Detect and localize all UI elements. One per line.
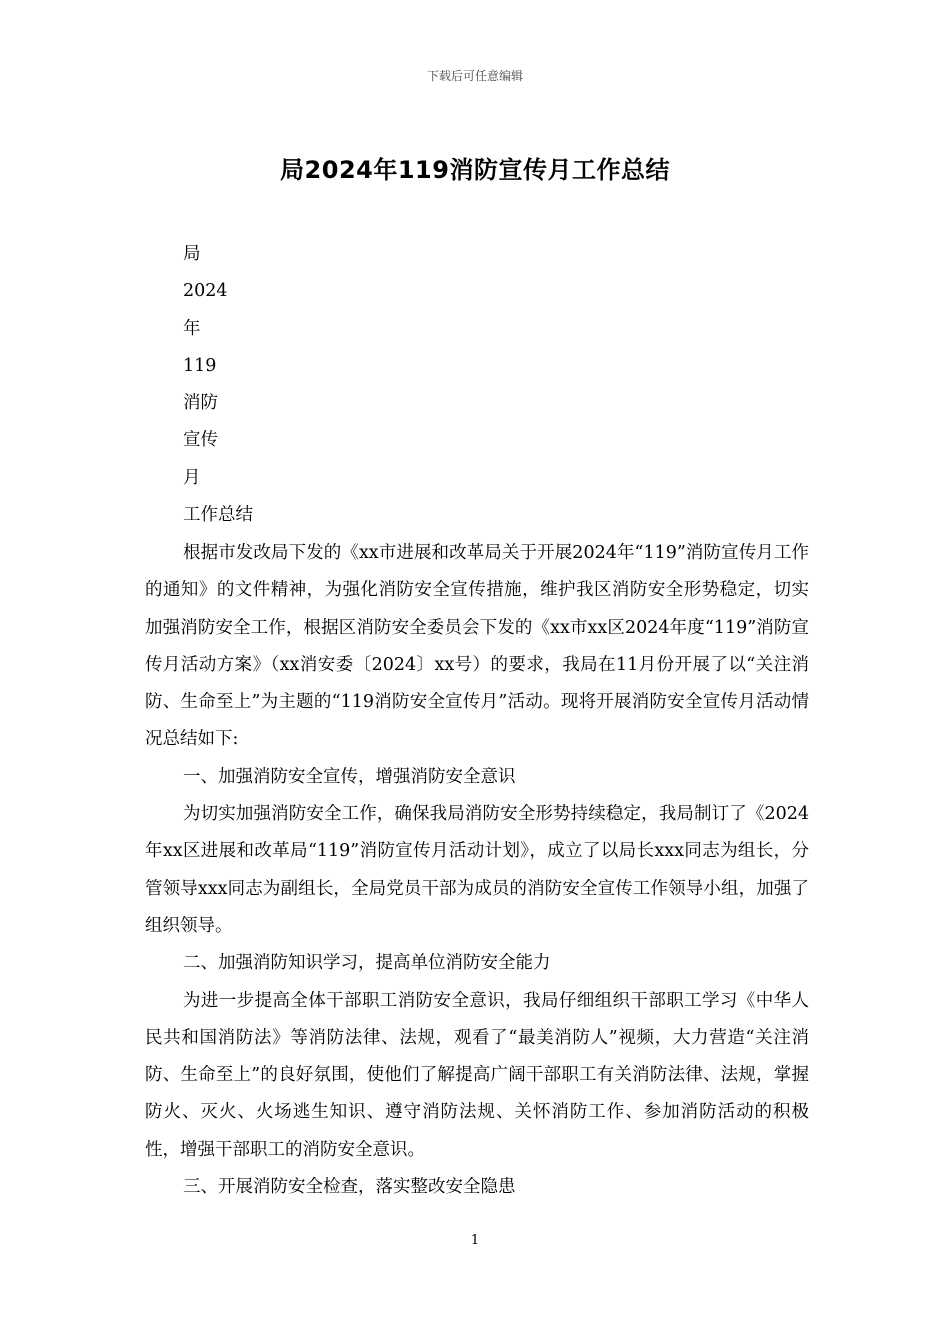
title-fragment: 宣传 (183, 430, 218, 451)
section-heading: 一、加强消防安全宣传，增强消防安全意识 (183, 766, 516, 787)
page-number: 1 (470, 1233, 480, 1248)
title-fragment: 工作总结 (183, 505, 253, 526)
title-fragment: 2024 (183, 281, 228, 302)
document-title: 局2024年119消防宣传月工作总结 (280, 156, 670, 184)
document-body (145, 535, 809, 1206)
title-fragment: 局 (183, 244, 201, 264)
title-fragment: 年 (183, 318, 201, 339)
body-paragraph: 为切实加强消防安全工作，确保我局消防安全形势持续稳定，我局制订了《2024年xx区进展和改革局“119”消防宣传月活动计划》，成立了以局长xxx同志为组长，分管领导xxx同志为副组长，全局党员干部为成员的消防安全宣传工作领导小组，加强了组织领导。 (145, 804, 809, 936)
section-heading: 三、开展消防安全检查，落实整改安全隐患 (183, 1177, 516, 1198)
title-fragment-stack (183, 236, 253, 534)
title-fragment: 月 (183, 467, 201, 488)
body-paragraph: 根据市发改局下发的《xx市进展和改革局关于开展2024年“119”消防宣传月工作的通知》的文件精神，为强化消防安全宣传措施，维护我区消防安全形势稳定，切实加强消防安全工作，根据区消防安全委员会下发的《xx市xx区2024年度“119”消防宣传月活动方案》（xx消安委〔2024〕xx号）的要求，我局在11月份开展了以“关注消防、生命至上”为主题的“119消防安全宣传月”活动。现将开展消防安全宣传月活动情况总结如下: (145, 543, 809, 750)
body-paragraph: 为进一步提高全体干部职工消防安全意识，我局仔细组织干部职工学习《中华人民共和国消防法》等消防法律、法规，观看了“最美消防人”视频，大力营造“关注消防、生命至上”的良好氛围，使他们了解提高广阔干部职工有关消防法律、法规，掌握防火、灭火、火场逃生知识、遵守消防法规、关怀消防工作、参加消防活动的积极性，增强干部职工的消防安全意识。 (145, 990, 809, 1160)
title-fragment: 消防 (183, 393, 218, 414)
title-fragment: 119 (183, 355, 217, 376)
section-heading: 二、加强消防知识学习，提高单位消防安全能力 (183, 953, 551, 974)
page-header: 下载后可任意编辑 (426, 69, 523, 83)
